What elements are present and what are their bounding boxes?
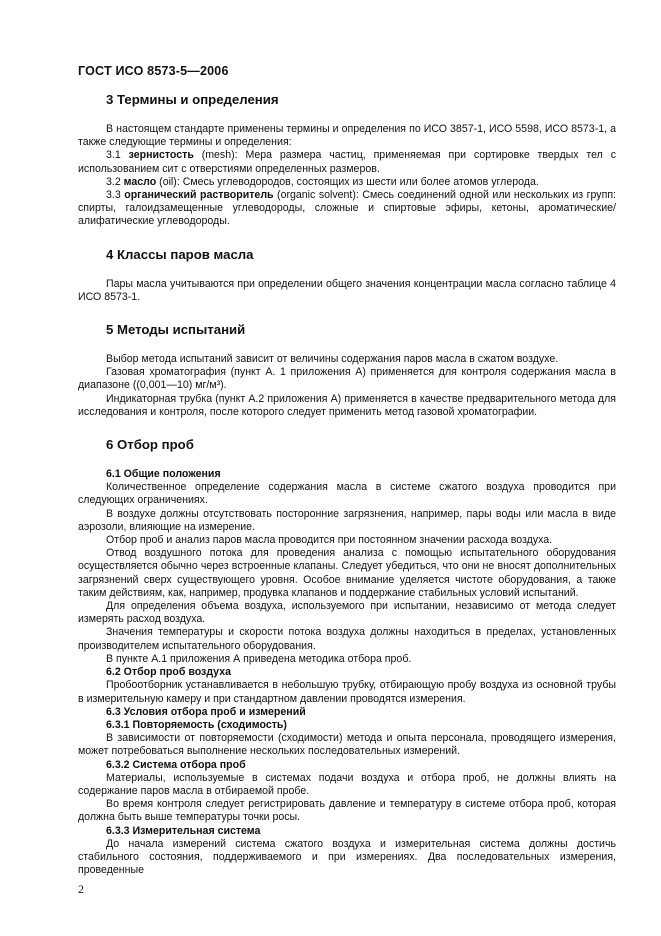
- term-3-2-definition: (oil): Смесь углеводородов, состоящих из шести или более атомов углерода.: [156, 175, 539, 188]
- section-3-intro: В настоящем стандарте применены термины и определения по ИСО 3857-1, ИСО 5598, ИСО 8573-1, а также следующие термины и определения:: [78, 123, 616, 149]
- section-gap: [78, 304, 616, 322]
- term-3-1-name: зернистость: [128, 149, 194, 162]
- page-number: 2: [78, 882, 84, 896]
- term-3-3-definition: (organic solvent): Смесь соединений одной или нескольких из групп: спирты, галоидзамещенные углеводороды, сложные и спиртовые эфиры, кетоны, ароматические/алифатические углеводороды.: [78, 189, 617, 228]
- term-3-2-number: 3.2: [106, 175, 124, 188]
- section-6-paragraph-5: Для определения объема воздуха, используемого при испытании, независимо от метода следует измерять расход воздуха.: [78, 600, 616, 626]
- section-6-paragraph-4: Отвод воздушного потока для проведения анализа с помощью испытательного оборудования осуществляется обычно через встроенные клапаны. Следует убедиться, что они не вносят дополнительных загрязнений сверх существующего уровня. Особое внимание уделяется чистоте оборудования, а также таким действиям, как, например, продувка клапанов и поддержание стабильных условий испытаний.: [78, 547, 616, 599]
- section-4-heading: 4 Классы паров масла: [106, 246, 254, 262]
- section-6-paragraph-9: В зависимости от повторяемости (сходимости) метода и опыта персонала, проводящего измерения, может потребоваться выполнение нескольких последовательных измерений.: [78, 732, 616, 758]
- section-4-paragraph: Пары масла учитываются при определении общего значения концентрации масла согласно таблице 4 ИСО 8573-1.: [78, 277, 616, 303]
- section-6-paragraph-7: В пункте А.1 приложения А приведена методика отбора проб.: [106, 652, 412, 665]
- document-header: ГОСТ ИСО 8573-5—2006: [78, 64, 229, 78]
- subsection-6-3-heading: 6.3 Условия отбора проб и измерений: [106, 705, 306, 718]
- section-5-paragraph-2: Газовая хроматография (пункт А. 1 приложения А) применяется для контроля содержания масла в диапазоне ((0,001—10) мг/м³).: [78, 366, 616, 392]
- subsection-6-3-1-heading: 6.3.1 Повторяемость (сходимость): [106, 718, 287, 731]
- section-5-paragraph-1: Выбор метода испытаний зависит от величины содержания паров масла в сжатом воздухе.: [106, 353, 559, 366]
- term-3-3-name: органический растворитель: [124, 189, 274, 202]
- section-gap: [78, 229, 616, 247]
- term-3-1-number: 3.1: [106, 149, 129, 162]
- section-6-paragraph-2: В воздухе должны отсутствовать посторонние загрязнения, например, пары воды или масла в виде аэрозоли, влияющие на измерение.: [78, 507, 616, 533]
- subsection-6-1-heading: 6.1 Общие положения: [106, 468, 221, 481]
- section-5-paragraph-3: Индикаторная трубка (пункт А.2 приложения А) применяется в качестве предварительного метода для исследования и контроля, после которого следует применить метод газовой хроматографии.: [78, 392, 616, 418]
- subsection-6-2-heading: 6.2 Отбор проб воздуха: [106, 666, 231, 679]
- document-body: [78, 92, 616, 877]
- section-6-paragraph-1: Количественное определение содержания масла в системе сжатого воздуха проводится при следующих ограничениях.: [78, 481, 616, 507]
- section-5-heading: 5 Методы испытаний: [106, 322, 246, 338]
- term-3-1-definition: (mesh): Мера размера частиц, применяемая при сортировке твердых тел с использованием сит с отверстиями определенных размеров.: [78, 149, 616, 175]
- section-gap: [78, 419, 616, 437]
- section-3-heading: 3 Термины и определения: [106, 92, 279, 107]
- subsection-6-3-2-heading: 6.3.2 Система отбора проб: [106, 758, 246, 771]
- section-6-heading: 6 Отбор проб: [106, 437, 194, 453]
- term-3-3-number: 3.3: [106, 189, 125, 202]
- term-3-2-name: масло: [123, 175, 157, 188]
- section-6-paragraph-10: Материалы, используемые в системах подачи воздуха и отбора проб, не должны влиять на содержание паров масла в отбираемой пробе.: [78, 771, 616, 797]
- term-3-2: [78, 176, 616, 189]
- subsection-6-3-3-heading: 6.3.3 Измерительная система: [106, 824, 261, 837]
- section-6-paragraph-11: Во время контроля следует регистрировать давление и температуру в системе отбора проб, которая должна быть выше температуры точки росы.: [78, 798, 616, 824]
- section-6-paragraph-6: Значения температуры и скорости потока воздуха должны находиться в пределах, установленных производителем испытательного оборудования.: [78, 626, 616, 652]
- term-3-1: [78, 149, 616, 175]
- section-6-paragraph-8: Пробоотборник устанавливается в небольшую трубку, отбирающую пробу воздуха из основной трубы в измерительную камеру и при стандартном давлении проводятся измерения.: [78, 679, 616, 705]
- section-6-paragraph-3: Отбор проб и анализ паров масла проводится при постоянном значении расхода воздуха.: [106, 534, 553, 547]
- term-3-3: [78, 189, 616, 229]
- section-6-paragraph-12: До начала измерений система сжатого воздуха и измерительная система должны достичь стабильного состояния, поддерживаемого и при измерениях. Два последовательных измерения, проведенные: [78, 837, 616, 877]
